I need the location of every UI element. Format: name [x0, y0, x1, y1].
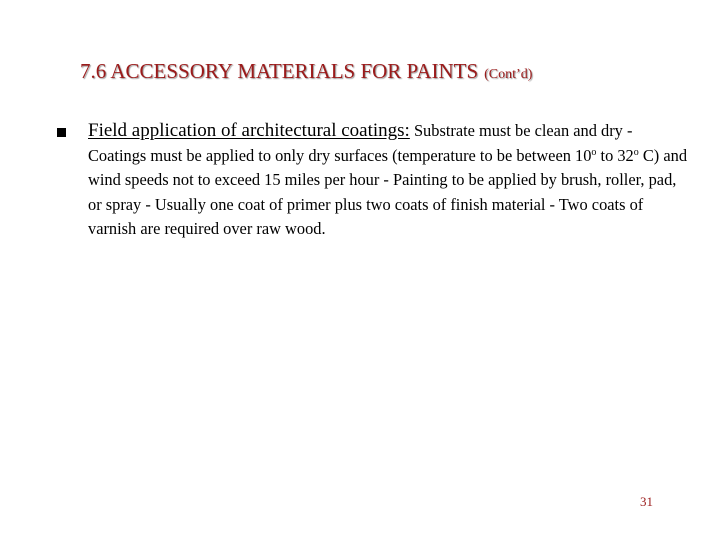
degree-mark: o — [591, 146, 597, 158]
bullet-paragraph — [88, 119, 688, 242]
bullet-lead: Field application of architectural coatings: — [88, 120, 410, 141]
page-number: 31 — [640, 494, 653, 509]
bullet-text-part-3: C) and wind speeds not to exceed 15 miles per hour - Painting to be applied by brush, roller, pad, or spray - Usually one coat of primer plus two coats of finish material - Two coats of varnish are required over raw wood. — [88, 145, 688, 238]
slide-title-text: 7.6 ACCESSORY MATERIALS FOR PAINTS — [80, 59, 479, 83]
bullet-text-part-2: to 32 — [596, 145, 634, 165]
square-bullet-icon — [57, 128, 66, 137]
slide-title-suffix: (Cont’d) — [484, 67, 533, 82]
bullet-text-part-1: Substrate must be clean and dry - Coatings must be applied to only dry surfaces (temperature to be between 10 — [88, 121, 633, 165]
degree-mark: o — [633, 146, 639, 158]
slide-title — [80, 56, 680, 90]
